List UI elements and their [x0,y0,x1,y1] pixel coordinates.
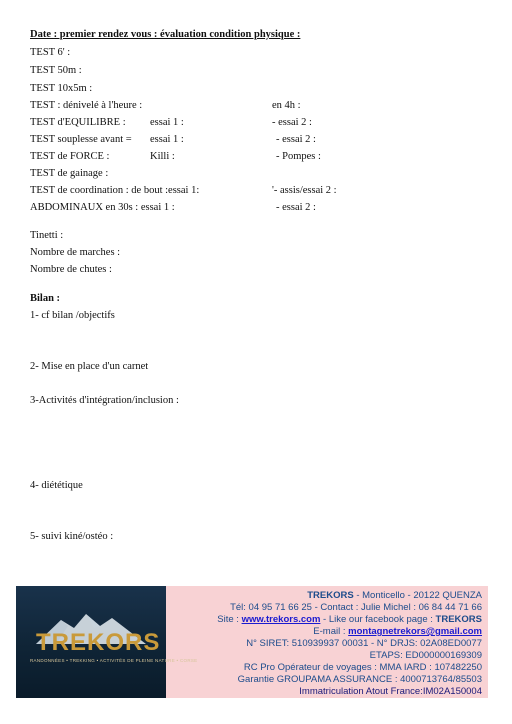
test-line-col2: essai 1 : [150,117,184,128]
test-line-col3: en 4h : [272,100,301,111]
footer [16,586,488,698]
immatriculation-line: Immatriculation Atout France:IM02A150004 [299,686,482,697]
test-line-col3: - essai 2 : [276,202,316,213]
logo-wordmark: TREKORS [36,629,161,656]
test-line: TEST souplesse avant = [30,134,132,145]
trekors-logo [16,586,198,698]
bilan-item: 4- diététique [30,480,83,491]
bilan-item: 2- Mise en place d'un carnet [30,361,149,372]
test-line: ABDOMINAUX en 30s : essai 1 : [30,202,175,213]
company-name: TREKORS [307,590,354,601]
test-line-col3: '- assis/essai 2 : [272,185,337,196]
test-line: TEST 6' : [30,47,71,58]
test-line-col2: essai 1 : [150,134,184,145]
test-line: TEST de coordination : de bout :essai 1: [30,185,200,196]
test-line: TEST de gainage : [30,168,109,179]
etaps-line: ETAPS: ED000000169309 [369,650,482,661]
logo-tagline: RANDONNÉES • TREKKING • ACTIVITÉS DE PLEINE NATURE • CORSE [30,658,198,663]
tinetti-line: Nombre de marches : [30,247,121,258]
garantie-line: Garantie GROUPAMA ASSURANCE : 4000713764/85503 [237,674,482,685]
bilan-item: 5- suivi kiné/ostéo : [30,531,114,542]
site-line [217,614,482,625]
site-prefix: Site : [217,614,242,625]
company-line [307,590,482,601]
site-mid: - Like our facebook page : [320,614,436,625]
test-line: TEST 10x5m : [30,83,93,94]
test-line: TEST : dénivelé à l'heure : [30,100,143,111]
contact-line: Tél: 04 95 71 66 25 - Contact : Julie Michel : 06 84 44 71 66 [230,602,482,613]
bilan-item: 1- cf bilan /objectifs [30,310,115,321]
test-line: TEST d'EQUILIBRE : [30,117,126,128]
page-title: Date : premier rendez vous : évaluation condition physique : [30,29,301,40]
bilan-item: 3-Activités d'intégration/inclusion : [30,395,179,406]
test-line-col2: Killi : [150,151,175,162]
bilan-heading: Bilan : [30,293,61,304]
facebook-link[interactable]: TREKORS [435,614,482,625]
tinetti-line: Nombre de chutes : [30,264,112,275]
test-line-col3: - essai 2 : [272,117,312,128]
test-line-col3: - Pompes : [276,151,321,162]
siret-line: N° SIRET: 510939937 00031 - N° DRJS: 02A08ED0077 [246,638,482,649]
email-line [313,626,482,637]
email-prefix: E-mail : [313,626,349,637]
email-link[interactable]: montagnetrekors@gmail.com [348,626,482,637]
tinetti-line: Tinetti : [30,230,64,241]
test-line: TEST 50m : [30,65,82,76]
company-address: - Monticello - 20122 QUENZA [353,590,482,601]
website-link[interactable]: www.trekors.com [241,614,321,625]
test-line-col3: - essai 2 : [276,134,316,145]
test-line: TEST de FORCE : [30,151,110,162]
rc-line: RC Pro Opérateur de voyages : MMA IARD : 107482250 [243,662,482,673]
